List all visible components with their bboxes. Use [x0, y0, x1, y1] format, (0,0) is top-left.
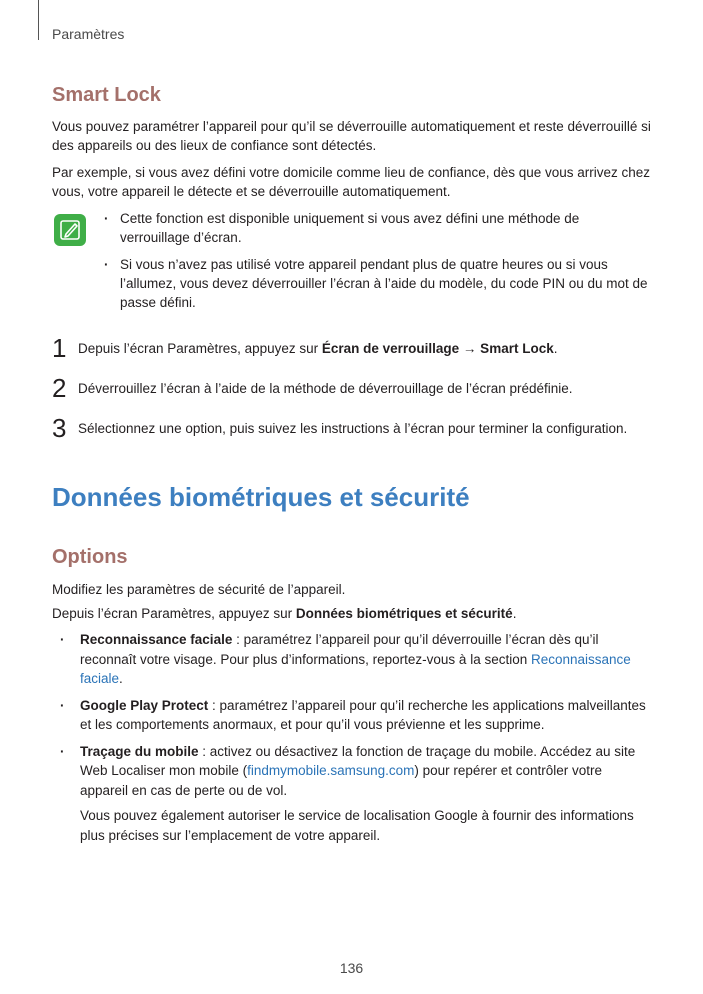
smart-lock-heading: Smart Lock: [52, 84, 161, 106]
note-list: [100, 209, 650, 320]
step-path: Écran de verrouillage → Smart Lock: [321, 340, 554, 356]
face-recognition-link[interactable]: Reconnaissance faciale: [80, 651, 631, 686]
step-number: 2: [52, 373, 67, 403]
step-number: 3: [52, 413, 67, 443]
header-title: Paramètres: [52, 26, 125, 42]
page-number: 136: [339, 960, 364, 976]
options-heading: Options: [52, 546, 128, 568]
options-intro: Modifiez les paramètres de sécurité de l’appareil.: [52, 582, 346, 597]
step-3: [52, 415, 662, 441]
option-item-face-recognition: · Reconnaissance faciale : paramétrez l’appareil pour qu’il déverrouille l’écran dès qu’il reconnaît votre visage. Pour plus d’informations, reportez-vous à la section Reconnaissance faciale.: [52, 630, 652, 689]
note-item: · Cette fonction est disponible uniquement si vous avez défini une méthode de verrouillage d’écran.: [100, 209, 650, 247]
findmymobile-link[interactable]: findmymobile.samsung.com: [247, 763, 415, 778]
smart-lock-intro: Vous pouvez paramétrer l’appareil pour qu’il se déverrouille automatiquement et reste déverrouillé si des appareils ou des lieux de confiance sont détectés.: [52, 119, 651, 153]
option-term: Reconnaissance faciale: [80, 632, 233, 647]
option-term: Traçage du mobile: [80, 743, 199, 759]
option-extra-note: Vous pouvez également autoriser le service de localisation Google à fournir des informations plus précises sur l’emplacement de votre appareil.: [80, 808, 634, 843]
option-item-play-protect: · Google Play Protect : paramétrez l’appareil pour qu’il recherche les applications malveillantes et les comportements anormaux, et pour qu’il vous prévienne et les supprime.: [52, 696, 652, 735]
note-pencil-icon: [54, 214, 86, 246]
note-item: · Si vous n’avez pas utilisé votre appareil pendant plus de quatre heures ou si vous l’allumez, vous devez déverrouiller l’écran à l’aide du modèle, du code PIN ou du mot de passe défini.: [100, 255, 650, 312]
option-term: Google Play Protect: [80, 697, 209, 713]
options-path: Depuis l’écran Paramètres, appuyez sur Données biométriques et sécurité.: [52, 606, 517, 621]
step-text: Déverrouillez l’écran à l’aide de la méthode de déverrouillage de l’écran prédéfinie.: [78, 380, 573, 396]
options-list: [52, 630, 652, 852]
step-2: [52, 375, 662, 401]
step-number: 1: [52, 333, 67, 363]
step-1: [52, 335, 662, 361]
option-item-find-my-mobile: · Traçage du mobile : activez ou désactivez la fonction de traçage du mobile. Accédez au site Web Localiser mon mobile (findmymobile.samsung.com) pour repérer et contrôler votre appareil en cas de perte ou de vol. Vous pouvez également autoriser le service de localisation Google à fournir des informations plus précises sur l’emplacement de votre appareil.: [52, 742, 652, 846]
step-text: Sélectionnez une option, puis suivez les instructions à l’écran pour terminer la configuration.: [78, 420, 628, 436]
header-rule: [38, 0, 39, 40]
smart-lock-example: Par exemple, si vous avez défini votre domicile comme lieu de confiance, dès que vous arrivez chez vous, votre appareil le détecte et se déverrouille automatiquement.: [52, 165, 651, 199]
step-text: Depuis l’écran Paramètres, appuyez sur Écran de verrouillage → Smart Lock.: [78, 340, 558, 356]
chapter-title: Données biométriques et sécurité: [52, 482, 470, 512]
